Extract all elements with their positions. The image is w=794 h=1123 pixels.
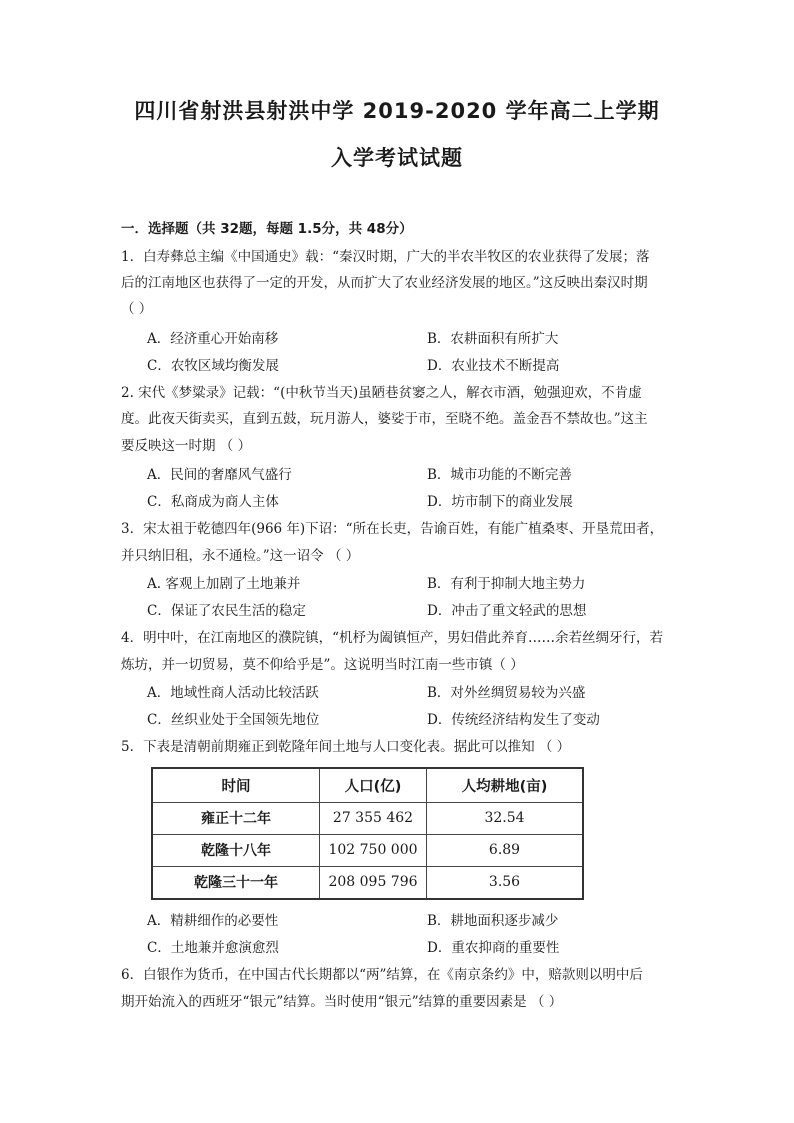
q1-option-b: B．农耕面积有所扩大: [427, 331, 559, 347]
q4-option-a: A．地域性商人活动比较活跃: [147, 685, 319, 701]
table-cell: 6.89: [427, 834, 584, 866]
table-cell: 27 355 462: [320, 802, 427, 834]
q2-option-c: C．私商成为商人主体: [147, 494, 279, 510]
q4-option-c: C．丝织业处于全国领先地位: [147, 712, 320, 728]
q4-option-d: D．传统经济结构发生了变动: [427, 712, 600, 728]
table-cell: 208 095 796: [320, 866, 427, 899]
q1-stem-line-2: 后的江南地区也获得了一定的开发，从而扩大了农业经济发展的地区。”这反映出秦汉时期: [121, 275, 648, 291]
q1-option-c: C．农牧区域均衡发展: [147, 358, 279, 374]
table-cell: 32.54: [427, 802, 584, 834]
q1-option-a: A．经济重心开始南移: [147, 331, 279, 347]
q6-stem-line-2: 期开始流入的西班牙“银元”结算。当时使用“银元”结算的重要因素是 （ ）: [121, 994, 563, 1010]
q2-option-b: B．城市功能的不断完善: [427, 467, 572, 483]
q5-option-c: C．土地兼并愈演愈烈: [147, 940, 279, 956]
q4-stem-line-2: 炼坊，并一切贸易，莫不仰给乎是”。这说明当时江南一些市镇（ ）: [121, 657, 524, 673]
q3-option-d: D．冲击了重文轻武的思想: [427, 603, 587, 619]
q2-stem-line-1: 2. 宋代《梦粱录》记载：“(中秋节当天)虽陋巷贫窭之人，解衣市酒，勉强迎欢，不肯虚: [121, 385, 642, 401]
q2-option-a: A．民间的奢靡风气盛行: [147, 467, 292, 483]
q1-option-d: D．农业技术不断提高: [427, 358, 560, 374]
q1-stem-line-3: （ ）: [121, 301, 153, 317]
table-header-cell: 人口(亿): [320, 768, 427, 802]
table-header-row: [152, 768, 583, 802]
q1-stem-line-1: 1．白寿彝总主编《中国通史》载：“秦汉时期，广大的半农半牧区的农业获得了发展；落: [121, 249, 650, 265]
table-header-cell: 人均耕地(亩): [427, 768, 584, 802]
table-row: [152, 834, 583, 866]
table-cell: 乾隆三十一年: [152, 866, 320, 899]
section-heading: 一．选择题（共 32题，每题 1.5分，共 48分）: [121, 221, 413, 237]
q3-option-c: C．保证了农民生活的稳定: [147, 603, 306, 619]
table-row: [152, 866, 583, 899]
q3-stem-line-2: 并只纳旧租，永不通检。”这一诏令 （ ）: [121, 548, 360, 564]
q4-stem-line-1: 4．明中叶，在江南地区的濮院镇，“机杼为阖镇恒产，男妇借此养育……余若丝绸牙行，若: [121, 630, 663, 646]
table-cell: 3.56: [427, 866, 584, 899]
table-row: [152, 802, 583, 834]
q3-stem-line-1: 3．宋太祖于乾德四年(966 年)下诏：“所在长吏，告谕百姓，有能广植桑枣、开垦荒田者，: [121, 521, 664, 537]
title-line-2: 入学考试试题: [331, 146, 463, 170]
table-cell: 102 750 000: [320, 834, 427, 866]
q3-option-a: A. 客观上加剧了土地兼并: [147, 576, 301, 592]
q4-option-b: B．对外丝绸贸易较为兴盛: [427, 685, 586, 701]
q2-option-d: D．坊市制下的商业发展: [427, 494, 573, 510]
population-land-table: [151, 767, 584, 900]
q5-stem-line-1: 5．下表是清朝前期雍正到乾隆年间土地与人口变化表。据此可以推知 （ ）: [121, 739, 571, 755]
q5-option-b: B．耕地面积逐步减少: [427, 913, 559, 929]
q2-stem-line-2: 度。此夜天街卖买，直到五鼓，玩月游人，婆娑于市，至晓不绝。盖金吾不禁故也。”这主: [121, 411, 648, 427]
q5-option-a: A．精耕细作的必要性: [147, 913, 279, 929]
q5-option-d: D．重农抑商的重要性: [427, 940, 560, 956]
table-cell: 乾隆十八年: [152, 834, 320, 866]
q3-option-b: B．有利于抑制大地主势力: [427, 576, 586, 592]
q6-stem-line-1: 6．白银作为货币，在中国古代长期都以“两”结算，在《南京条约》中，赔款则以明中后: [121, 967, 643, 983]
table-header-cell: 时间: [152, 768, 320, 802]
table-cell: 雍正十二年: [152, 802, 320, 834]
title-line-1: 四川省射洪县射洪中学 2019-2020 学年高二上学期: [134, 99, 660, 123]
q2-stem-line-3: 要反映这一时期 （ ）: [121, 438, 252, 454]
